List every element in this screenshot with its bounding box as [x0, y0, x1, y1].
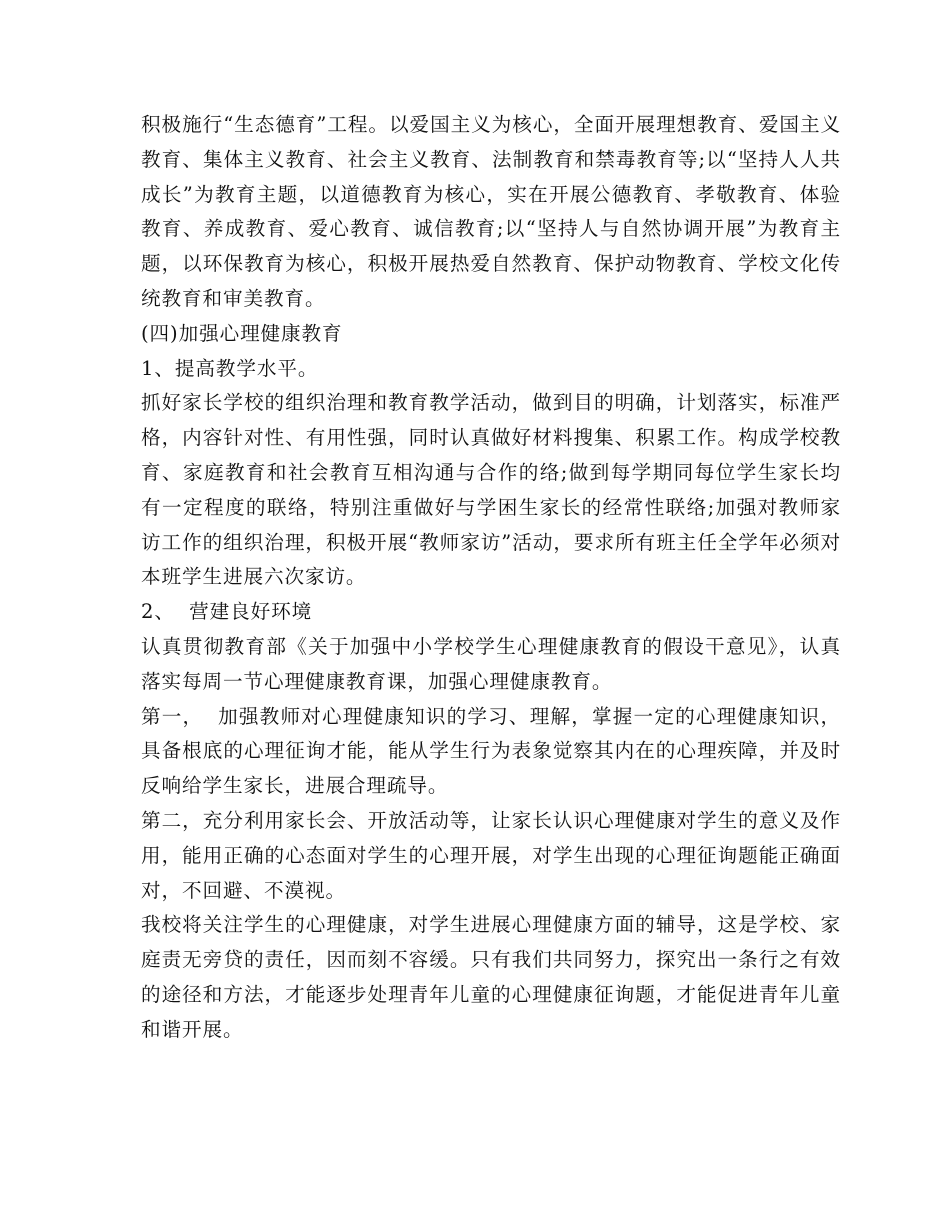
subheading-teaching-level: 1、提高教学水平。	[141, 356, 319, 380]
paragraph-parent-school: 抓好家长学校的组织治理和教育教学活动，做到目的明确，计划落实，标准严格，内容针对性、有用性强，同时认真做好材料搜集、积累工作。构成学校教育、家庭教育和社会教育互相沟通与合作的络;做到每学期同每位学生家长均有一定程度的联络，特别注重做好与学困生家长的经常性联络;加强对教师家访工作的组织治理，积极开展“教师家访”活动，要求所有班主任全学年必须对本班学生进展六次家访。	[141, 391, 841, 589]
paragraph-second-point: 第二，充分利用家长会、开放活动等，让家长认识心理健康对学生的意义及作用，能用正确的心态面对学生的心理开展，对学生出现的心理征询题能正确面对，不回避、不漠视。	[141, 808, 841, 902]
paragraph-conclusion: 我校将关注学生的心理健康，对学生进展心理健康方面的辅导，这是学校、家庭责无旁贷的责任，因而刻不容缓。只有我们共同努力，探究出一条行之有效的途径和方法，才能逐步处理青年儿童的心理健康征询题，才能促进青年儿童和谐开展。	[141, 913, 841, 1041]
paragraph-ministry-guidance: 认真贯彻教育部《关于加强中小学校学生心理健康教育的假设干意见》，认真落实每周一节心理健康教育课，加强心理健康教育。	[141, 634, 841, 693]
paragraph-first-point: 第一， 加强教师对心理健康知识的学习、理解，掌握一定的心理健康知识，具备根底的心理征询才能，能从学生行为表象觉察其内在的心理疾障，并及时反响给学生家长，进展合理疏导。	[141, 704, 841, 798]
subheading-environment: 2、 营建良好环境	[141, 600, 313, 624]
section-heading-mental-health: (四)加强心理健康教育	[141, 321, 343, 345]
paragraph-moral-education: 积极施行“生态德育”工程。以爱国主义为核心，全面开展理想教育、爱国主义教育、集体主义教育、社会主义教育、法制教育和禁毒教育等;以“坚持人人共成长”为教育主题，以道德教育为核心，实在开展公德教育、孝敬教育、体验教育、养成教育、爱心教育、诚信教育;以“坚持人与自然协调开展”为教育主题，以环保教育为核心，积极开展热爱自然教育、保护动物教育、学校文化传统教育和审美教育。	[141, 113, 841, 310]
document-body	[141, 108, 841, 1048]
